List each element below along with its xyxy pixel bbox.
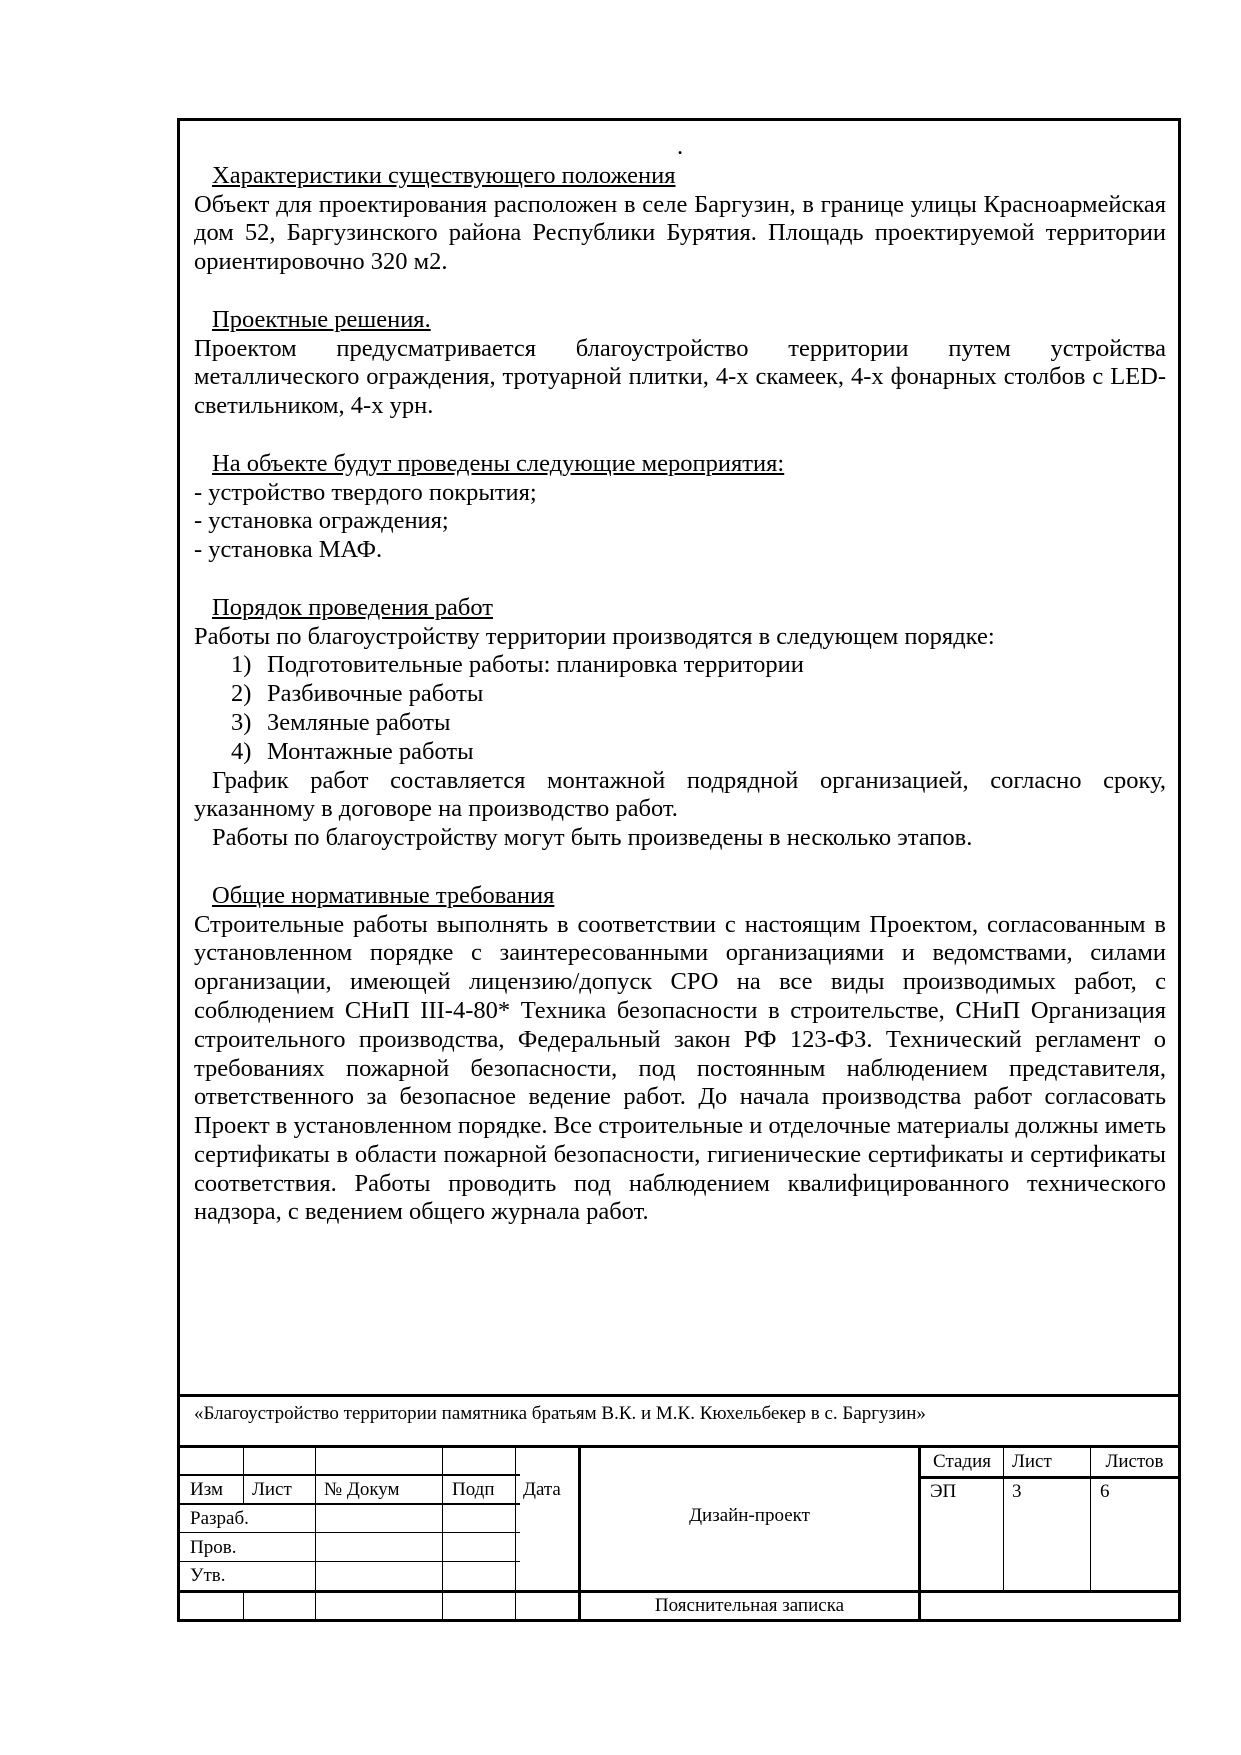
doc-name: Пояснительная записка	[654, 1595, 845, 1616]
sheet-label: Лист	[1012, 1451, 1052, 1472]
list-text: Разбивочные работы	[267, 680, 484, 708]
list-number: 1)	[231, 651, 252, 679]
paragraph: Работы по благоустройству могут быть произведены в несколько этапов.	[212, 824, 973, 852]
section-heading: Общие нормативные требования	[212, 881, 555, 909]
doc-type: Дизайн-проект	[689, 1505, 810, 1526]
stage-value: ЭП	[930, 1481, 957, 1502]
list-item	[194, 738, 1166, 767]
col-list: Лист	[252, 1479, 292, 1500]
sheets-label: Листов	[1105, 1451, 1164, 1472]
list-number: 4)	[231, 737, 252, 765]
paragraph: Проектом предусматривается благоустройство территории путем устройства металлического ограждения, тротуарной плитки, 4-х скамеек, 4-х фонарных столбов с LED-светильником, 4-х урн.	[194, 334, 1166, 420]
list-text: Монтажные работы	[267, 737, 474, 765]
list-item	[194, 709, 1166, 738]
dot-mark: .	[676, 133, 684, 160]
project-title: «Благоустройство территории памятника братьям В.К. и М.К. Кюхельбекер в с. Баргузин»	[194, 1403, 926, 1424]
sheet-value: 3	[1012, 1481, 1022, 1502]
section-heading: Порядок проведения работ	[212, 593, 493, 621]
role-approver: Утв.	[190, 1565, 226, 1586]
section-heading: Проектные решения.	[212, 305, 431, 333]
list-text: Подготовительные работы: планировка территории	[267, 651, 804, 679]
list-item	[194, 680, 1166, 709]
col-podp: Подп	[452, 1479, 495, 1500]
stage-label: Стадия	[933, 1451, 991, 1472]
paragraph: График работ составляется монтажной подрядной организацией, согласно сроку, указанному в договоре на производство работ.	[194, 766, 1166, 823]
paragraph: Объект для проектирования расположен в селе Баргузин, в границе улицы Красноармейская дом 52, Баргузинского района Республики Бурятия. Площадь проектируемой территории ориентировочно 320 м2.	[194, 190, 1166, 276]
drawing-frame	[177, 118, 1181, 1622]
title-block	[180, 1394, 1178, 1622]
section-heading: На объекте будут проведены следующие мероприятия:	[212, 449, 785, 477]
list-item: - установка ограждения;	[194, 507, 449, 535]
list-item: - установка МАФ.	[194, 536, 383, 564]
list-number: 2)	[231, 680, 252, 708]
section-heading: Характеристики существующего положения	[212, 161, 676, 189]
col-izm: Изм	[190, 1479, 223, 1500]
list-item	[194, 651, 1166, 680]
document-body	[194, 133, 1166, 1227]
role-checker: Пров.	[190, 1537, 237, 1558]
col-date: Дата	[523, 1479, 561, 1500]
col-doc: № Докум	[324, 1479, 400, 1500]
paragraph: Работы по благоустройству территории производятся в следующем порядке:	[194, 622, 995, 650]
sheets-value: 6	[1100, 1481, 1110, 1502]
list-text: Земляные работы	[267, 708, 451, 736]
paragraph: Строительные работы выполнять в соответствии с настоящим Проектом, согласованным в установленном порядке с заинтересованными организациями и ведомствами, силами организации, имеющей лицензию/допуск СРО на все виды производимых работ, с соблюдением СНиП III-4-80* Техника безопасности в строительстве, СНиП Организация строительного производства, Федеральный закон РФ 123-ФЗ. Технический регламент о требованиях пожарной безопасности, под постоянным наблюдением представителя, ответственного за безопасное ведение работ. До начала производства работ согласовать Проект в установленном порядке. Все строительные и отделочные материалы должны иметь сертификаты в области пожарной безопасности, гигиенические сертификаты и сертификаты соответствия. Работы проводить под наблюдением квалифицированного технического надзора, с ведением общего журнала работ.	[194, 910, 1166, 1226]
list-number: 3)	[231, 708, 252, 736]
list-item: - устройство твердого покрытия;	[194, 478, 537, 506]
role-developer: Разраб.	[190, 1508, 249, 1529]
